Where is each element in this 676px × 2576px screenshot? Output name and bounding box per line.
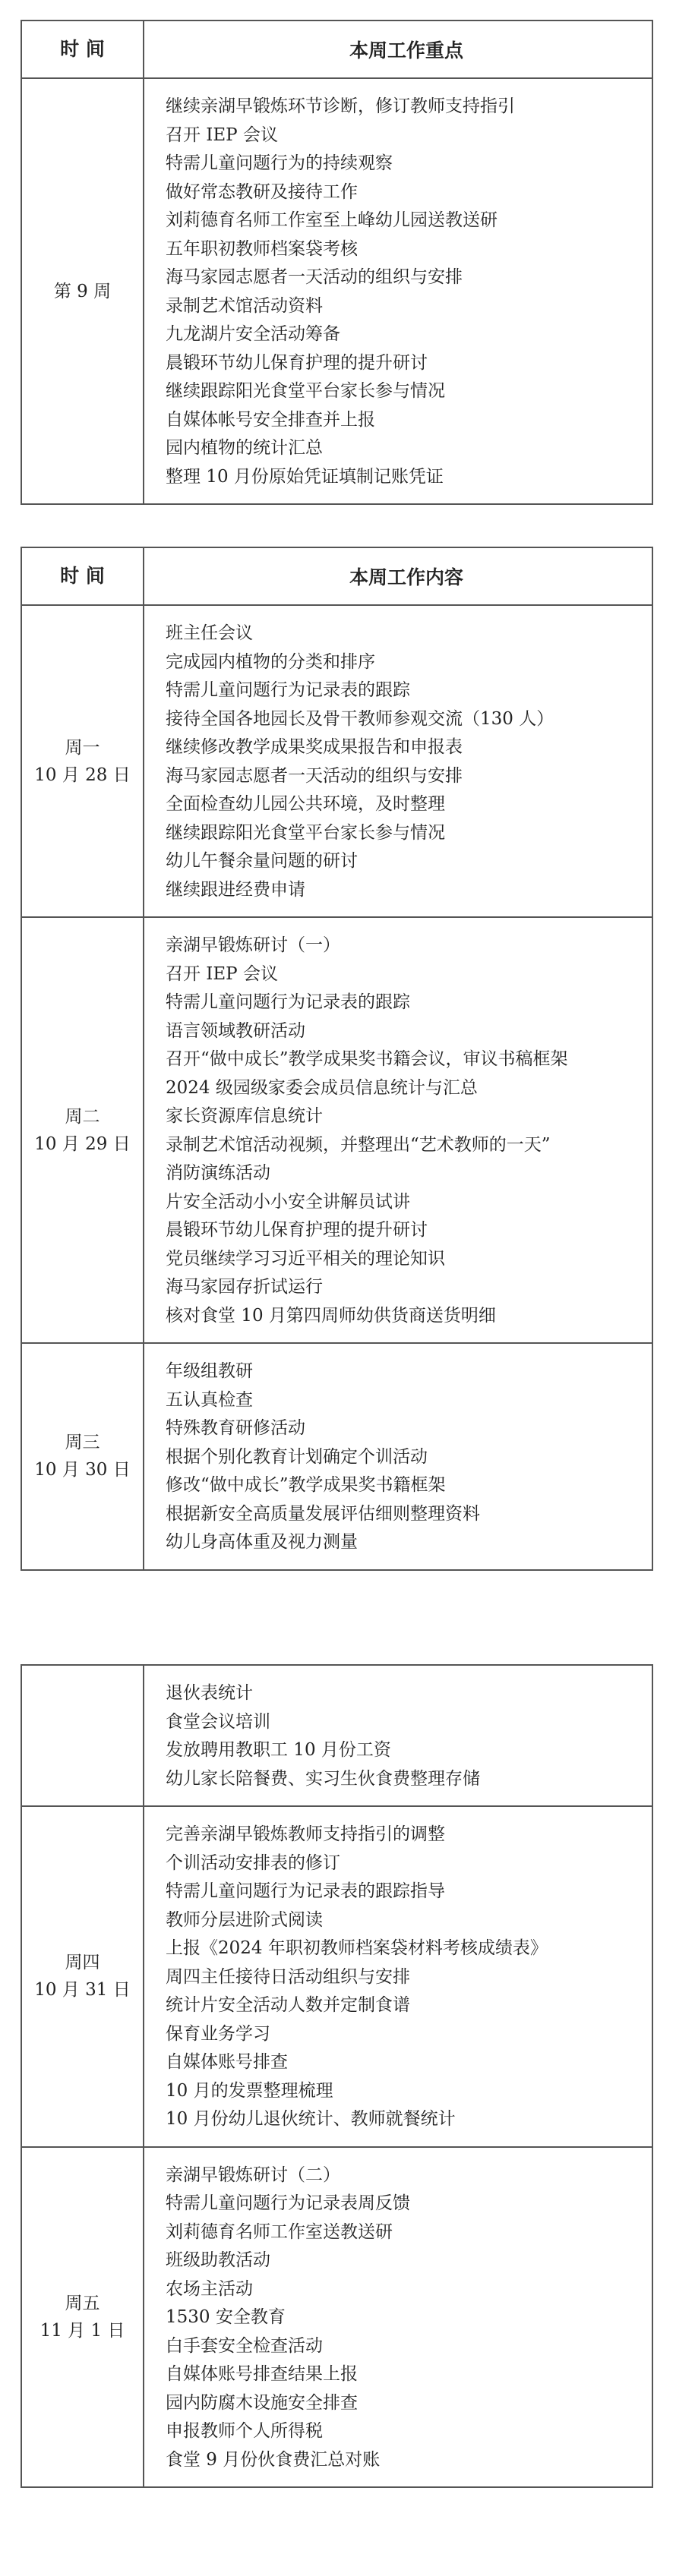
task-list	[144, 1807, 652, 2146]
task-list	[144, 918, 652, 1342]
list-item: 修改“做中成长”教学成果奖书籍框架	[166, 1475, 446, 1495]
list-item: 幼儿午餐余量问题的研讨	[166, 851, 358, 871]
list-item: 幼儿身高体重及视力测量	[166, 1532, 358, 1552]
task-cell	[144, 917, 652, 1343]
list-item: 全面检查幼儿园公共环境，及时整理	[166, 794, 445, 814]
day-date: 11 月 1 日	[39, 2320, 125, 2341]
day-name: 周四	[65, 1953, 100, 1973]
list-item: 特需儿童问题行为记录表周反馈	[166, 2193, 410, 2213]
day-date: 10 月 28 日	[34, 765, 131, 785]
table-row-friday	[21, 2147, 652, 2488]
day-name: 周一	[65, 737, 100, 758]
list-item: 2024 级园级家委会成员信息统计与汇总	[166, 1077, 478, 1098]
list-item: 教师分层进阶式阅读	[166, 1909, 323, 1930]
task-cell	[144, 605, 652, 917]
list-item: 10 月份幼儿退伙统计、教师就餐统计	[166, 2109, 456, 2129]
list-item: 海马家园存折试运行	[166, 1277, 323, 1297]
list-item: 召开“做中成长”教学成果奖书籍会议，审议书稿框架	[166, 1049, 568, 1069]
list-item: 自媒体账号排查	[166, 2052, 288, 2072]
list-item: 申报教师个人所得税	[166, 2421, 323, 2441]
list-item: 自媒体帐号安全排查并上报	[166, 409, 375, 430]
list-item: 农场主活动	[166, 2278, 253, 2299]
list-item: 白手套安全检查活动	[166, 2335, 323, 2356]
task-cell	[144, 1806, 652, 2147]
list-item: 幼儿家长陪餐费、实习生伙食费整理存储	[166, 1768, 480, 1789]
list-item: 家长资源库信息统计	[166, 1106, 323, 1126]
week-number: 第 9 周	[53, 281, 112, 301]
day-cell	[21, 1806, 144, 2147]
weekly-focus-table	[21, 20, 653, 505]
task-list	[144, 606, 652, 916]
table-header-row	[21, 547, 652, 605]
list-item: 特需儿童问题行为记录表的跟踪	[166, 992, 410, 1012]
list-item: 海马家园志愿者一天活动的组织与安排	[166, 765, 463, 786]
list-item: 召开 IEP 会议	[166, 963, 278, 984]
list-item: 食堂会议培训	[166, 1711, 270, 1732]
list-item: 园内防腐木设施安全排查	[166, 2392, 358, 2413]
list-item: 党员继续学习习近平相关的理论知识	[166, 1248, 445, 1269]
day-cell	[21, 917, 144, 1343]
list-item: 亲湖早锻炼研讨（一）	[166, 935, 340, 955]
list-item: 特需儿童问题行为记录表的跟踪	[166, 680, 410, 700]
list-item: 继续跟踪阳光食堂平台家长参与情况	[166, 822, 445, 843]
task-cell	[144, 1665, 652, 1806]
list-item: 上报《2024 年职初教师档案袋材料考核成绩表》	[166, 1938, 548, 1958]
list-item: 根据新安全高质量发展评估细则整理资料	[166, 1503, 480, 1524]
list-item: 核对食堂 10 月第四周师幼供货商送货明细	[166, 1305, 496, 1326]
list-item: 继续跟进经费申请	[166, 879, 305, 900]
list-item: 园内植物的统计汇总	[166, 438, 323, 458]
task-cell	[144, 2147, 652, 2488]
list-item: 保育业务学习	[166, 2023, 270, 2044]
table-row-tuesday	[21, 917, 652, 1343]
list-item: 统计片安全活动人数并定制食谱	[166, 1995, 410, 2015]
week-label	[21, 78, 144, 504]
list-item: 10 月的发票整理梳理	[166, 2080, 333, 2101]
focus-item-list	[144, 79, 652, 503]
list-item: 亲湖早锻炼研讨（二）	[166, 2165, 340, 2185]
day-name: 周三	[65, 1433, 100, 1453]
day-date: 10 月 29 日	[34, 1134, 131, 1154]
list-item: 录制艺术馆活动资料	[166, 295, 323, 316]
table-row-monday	[21, 605, 652, 917]
list-item: 发放聘用教职工 10 月份工资	[166, 1740, 391, 1760]
list-item: 刘莉德育名师工作室至上峰幼儿园送教送研	[166, 210, 498, 230]
header-content: 本周工作重点	[144, 20, 652, 78]
task-list	[144, 1344, 652, 1569]
list-item: 消防演练活动	[166, 1163, 270, 1183]
list-item: 特殊教育研修活动	[166, 1418, 305, 1438]
list-item: 五年职初教师档案袋考核	[166, 238, 358, 259]
list-item: 语言领域教研活动	[166, 1020, 305, 1041]
day-cell	[21, 605, 144, 917]
task-cell	[144, 1343, 652, 1570]
day-date: 10 月 30 日	[34, 1460, 131, 1480]
list-item: 个训活动安排表的修订	[166, 1852, 340, 1873]
focus-items-cell	[144, 78, 652, 504]
list-item: 晨锻环节幼儿保育护理的提升研讨	[166, 1220, 428, 1240]
list-item: 食堂 9 月份伙食费汇总对账	[166, 2449, 381, 2470]
table-header-row	[21, 20, 652, 78]
list-item: 九龙湖片安全活动筹备	[166, 324, 340, 344]
list-item: 整理 10 月份原始凭证填制记账凭证	[166, 466, 444, 487]
empty-day-cell	[21, 1665, 144, 1806]
day-cell	[21, 1343, 144, 1570]
list-item: 完善亲湖早锻炼教师支持指引的调整	[166, 1824, 445, 1844]
table-row-thursday	[21, 1806, 652, 2147]
list-item: 年级组教研	[166, 1361, 253, 1381]
table-row-top	[21, 1665, 652, 1806]
header-time: 时 间	[21, 547, 144, 605]
list-item: 继续修改教学成果奖成果报告和申报表	[166, 737, 463, 757]
table-row	[21, 78, 652, 504]
day-cell	[21, 2147, 144, 2488]
list-item: 继续跟踪阳光食堂平台家长参与情况	[166, 381, 445, 401]
list-item: 班主任会议	[166, 623, 253, 643]
task-list	[144, 1666, 652, 1805]
list-item: 做好常态教研及接待工作	[166, 181, 358, 202]
table-row-wednesday	[21, 1343, 652, 1570]
list-item: 刘莉德育名师工作室送教送研	[166, 2221, 393, 2242]
list-item: 班级助教活动	[166, 2250, 270, 2270]
task-list	[144, 2148, 652, 2487]
header-time: 时 间	[21, 20, 144, 78]
list-item: 海马家园志愿者一天活动的组织与安排	[166, 267, 463, 287]
weekly-content-table	[21, 547, 653, 1571]
list-item: 周四主任接待日活动组织与安排	[166, 1966, 410, 1987]
day-name: 周五	[65, 2293, 100, 2313]
day-date: 10 月 31 日	[34, 1980, 131, 2001]
list-item: 1530 安全教育	[166, 2307, 286, 2327]
list-item: 片安全活动小小安全讲解员试讲	[166, 1191, 410, 1212]
list-item: 继续亲湖早锻炼环节诊断，修订教师支持指引	[166, 96, 515, 116]
list-item: 根据个别化教育计划确定个训活动	[166, 1446, 428, 1467]
list-item: 特需儿童问题行为的持续观察	[166, 153, 393, 173]
weekly-content-table-continued	[21, 1664, 653, 2488]
list-item: 接待全国各地园长及骨干教师参观交流（130 人）	[166, 708, 554, 729]
list-item: 特需儿童问题行为记录表的跟踪指导	[166, 1881, 445, 1901]
list-item: 录制艺术馆活动视频，并整理出“艺术教师的一天”	[166, 1134, 551, 1155]
day-name: 周二	[65, 1106, 100, 1127]
header-content: 本周工作内容	[144, 547, 652, 605]
list-item: 退伙表统计	[166, 1683, 253, 1703]
list-item: 五认真检查	[166, 1389, 253, 1410]
list-item: 完成园内植物的分类和排序	[166, 651, 375, 672]
list-item: 自媒体账号排查结果上报	[166, 2364, 358, 2384]
list-item: 召开 IEP 会议	[166, 125, 278, 145]
list-item: 晨锻环节幼儿保育护理的提升研讨	[166, 352, 428, 373]
